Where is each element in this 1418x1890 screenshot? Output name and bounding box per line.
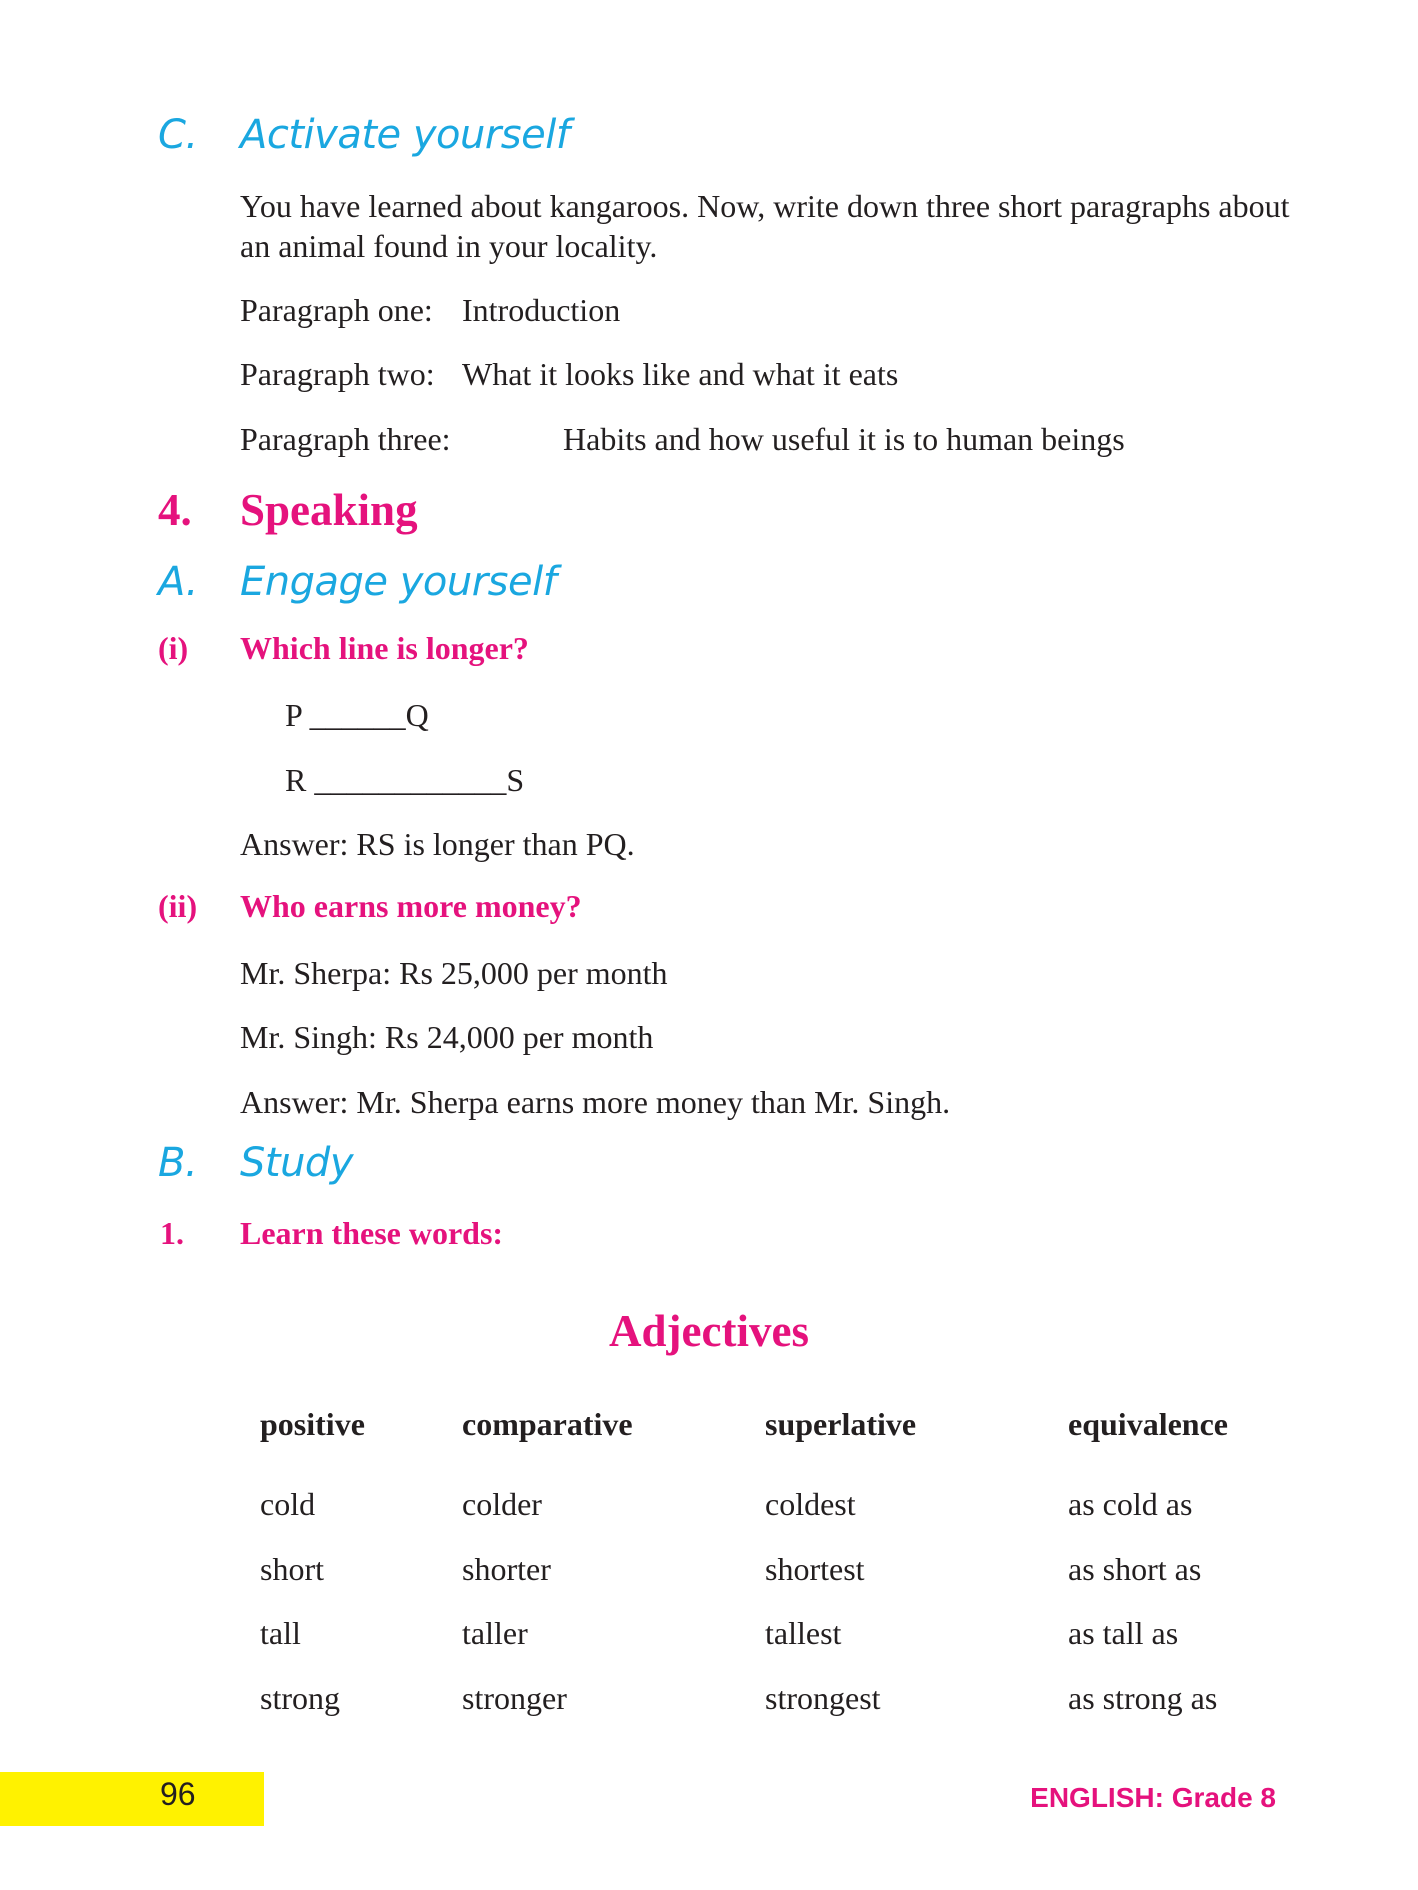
line-rs: R ____________S [285,762,525,798]
header-superlative: superlative [765,1406,917,1442]
paragraph-three-label: Paragraph three: [240,421,451,457]
table-cell: colder [462,1486,542,1522]
learn-number: 1. [160,1215,184,1251]
book-title: ENGLISH: Grade 8 [1030,1782,1276,1813]
table-cell: taller [462,1615,528,1651]
table-cell: tallest [765,1615,842,1651]
header-comparative: comparative [462,1406,633,1442]
question-1-text: Which line is longer? [240,630,529,666]
table-cell: tall [260,1615,301,1651]
table-cell: stronger [462,1680,567,1716]
header-positive: positive [260,1406,365,1442]
sherpa-income: Mr. Sherpa: Rs 25,000 per month [240,955,668,991]
table-cell: as strong as [1068,1680,1218,1716]
table-cell: as tall as [1068,1615,1179,1651]
page-number: 96 [160,1776,196,1812]
paragraph-two-label: Paragraph two: [240,356,435,392]
activate-heading: Activate yourself [240,112,570,158]
question-1-number: (i) [158,630,189,666]
table-cell: shortest [765,1551,865,1587]
table-cell: shorter [462,1551,551,1587]
engage-heading: Engage yourself [240,559,557,605]
instruction-line-1: You have learned about kangaroos. Now, write down three short paragraphs about [240,188,1290,224]
section-letter-c: C. [158,112,198,158]
page-number-bar [0,1772,264,1826]
study-heading: Study [240,1140,353,1186]
table-cell: coldest [765,1486,856,1522]
paragraph-one-text: Introduction [462,292,621,328]
paragraph-one-label: Paragraph one: [240,292,433,328]
table-cell: strongest [765,1680,881,1716]
question-2-text: Who earns more money? [240,888,582,924]
question-2-answer: Answer: Mr. Sherpa earns more money than Mr. Singh. [240,1084,951,1120]
table-cell: as cold as [1068,1486,1193,1522]
table-cell: cold [260,1486,316,1522]
paragraph-two-text: What it looks like and what it eats [462,356,899,392]
speaking-number: 4. [158,485,192,535]
line-pq: P ______Q [285,697,429,733]
instruction-line-2: an animal found in your locality. [240,228,658,264]
question-1-answer: Answer: RS is longer than PQ. [240,826,635,862]
singh-income: Mr. Singh: Rs 24,000 per month [240,1019,654,1055]
table-cell: as short as [1068,1551,1202,1587]
table-cell: strong [260,1680,340,1716]
adjectives-title: Adjectives [609,1306,809,1356]
learn-heading: Learn these words: [240,1215,504,1251]
speaking-heading: Speaking [240,485,418,535]
section-letter-b: B. [158,1140,198,1186]
header-equivalence: equivalence [1068,1406,1228,1442]
paragraph-three-text: Habits and how useful it is to human beings [563,421,1125,457]
section-letter-a: A. [158,559,198,605]
table-cell: short [260,1551,324,1587]
question-2-number: (ii) [158,888,198,924]
